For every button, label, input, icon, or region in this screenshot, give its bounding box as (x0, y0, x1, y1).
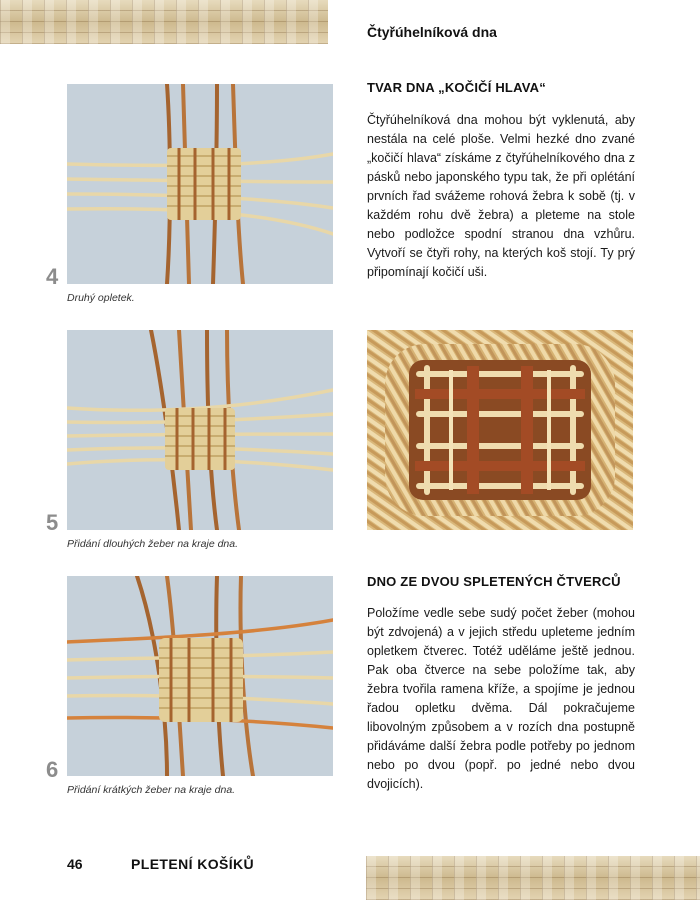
photo-step-4 (67, 84, 333, 284)
paragraph-two-squares: Položíme vedle sebe sudý počet žeber (mohou být zdvojená) a v jejich středu upleteme jedním opletkem čtverec. Totéž uděláme ještě jednou. Pak oba čtverce na sebe položíme tak, aby žebra tvořila ramena kříže, a spojíme je jednou řadou opletku dvěma. Dál pokračujeme libovolným způsobem a v rozích dna postupně přidáváme další žebra podle potřeby po jednom nebo po dvou (popř. po jedné nebo dvou dvojicích). (367, 606, 635, 791)
heading-cat-head: TVAR DNA „KOČIČÍ HLAVA“ (367, 80, 546, 95)
basket-center-base (409, 360, 591, 500)
caption-step-6: Přidání krátkých žeber na kraje dna. (67, 784, 236, 796)
step-number-6: 6 (46, 757, 59, 782)
heading-two-squares: DNO ZE DVOU SPLETENÝCH ČTVERCŮ (367, 574, 621, 589)
step-number-5: 5 (46, 510, 59, 535)
paragraph-cat-head: Čtyřúhelníková dna mohou být vyklenutá, aby nestála na celé ploše. Velmi hezké dno zvané „kočičí hlava“ získáme z čtyřúhelníkového dna z pásků nebo japonského typu tak, že při oplétání prvních řad svážeme rohová žebra k sobě (tj. v každém rohu dvě žebra) a pleteme na stole nebo podložce spodní stranou dna vzhůru. Vytvoří se čtyři rohy, na kterých koš stojí. Ty prý připomínají kočičí uši. (367, 113, 635, 279)
step-number-4: 4 (46, 264, 59, 289)
page-number: 46 (67, 856, 83, 872)
section-title: Čtyřúhelníková dna (367, 24, 497, 40)
woven-header-strip (0, 0, 328, 44)
caption-step-5: Přidání dlouhých žeber na kraje dna. (67, 538, 239, 550)
photo-step-6 (67, 576, 333, 776)
woven-footer-strip (366, 856, 700, 900)
running-title: PLETENÍ KOŠÍKŮ (131, 856, 255, 872)
caption-step-4: Druhý opletek. (67, 292, 135, 304)
photo-step-5 (67, 330, 333, 530)
photo-finished-basket-bottom (367, 330, 633, 530)
